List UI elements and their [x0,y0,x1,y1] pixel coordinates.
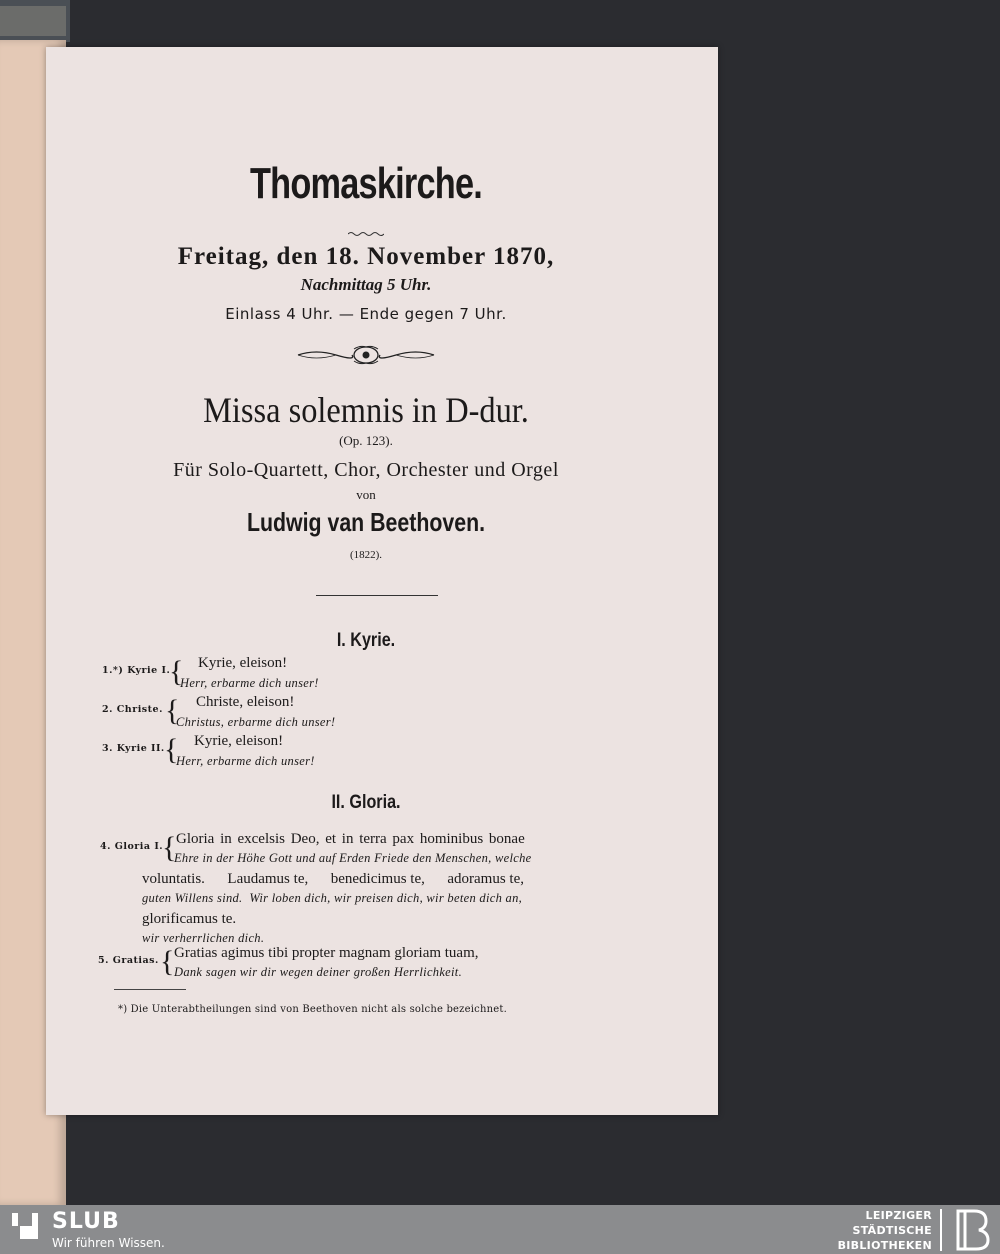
spine-strip [0,6,66,36]
banner-separator [940,1209,942,1251]
section-heading-gloria: II. Gloria. [331,792,401,813]
venue-title: Thomaskirche. [249,159,483,208]
section-heading-kyrie: I. Kyrie. [336,630,396,651]
admission-line: Einlass 4 Uhr. — Ende gegen 7 Uhr. [225,305,507,323]
slub-logo-icon [12,1213,38,1239]
composer-name: Ludwig van Beethoven. [246,507,486,537]
movement-number: 1.*) Kyrie I. [102,665,171,676]
composition-year: (1822). [349,549,383,561]
latin-text: Gloria in excelsis Deo, et in terra pax hominibus bonae [176,831,525,847]
library-logo-icon [952,1208,992,1252]
mass-title: Missa solemnis in D-dur. [203,390,529,430]
footnote-rule [114,989,186,990]
time-line: Nachmittag 5 Uhr. [300,275,432,294]
latin-text-continued: glorificamus te. [142,911,237,927]
document-page [46,47,718,1115]
footer-banner [0,1205,1000,1254]
library-name-line: LEIPZIGER [865,1209,932,1222]
german-text-continued: wir verherrlichen dich. [142,931,265,945]
brace-icon: { [165,694,180,727]
footnote: *) Die Unterabtheilungen sind von Beethoven nicht als solche bezeichnet. [118,1004,507,1015]
brace-icon: { [160,945,175,978]
german-text: Herr, erbarme dich unser! [176,754,315,768]
by-line: von [356,487,376,502]
movement-number: 3. Kyrie II. [102,743,165,754]
movement-number: 2. Christe. [102,704,163,715]
movement-number: 4. Gloria I. [100,841,164,852]
german-text: Dank sagen wir dir wegen deiner großen Herrlichkeit. [174,965,463,979]
german-text: Herr, erbarme dich unser! [180,676,319,690]
latin-text: Christe, eleison! [196,694,295,710]
brace-icon: { [164,733,179,766]
movement-number: 5. Gratias. [98,955,159,966]
library-name-line: BIBLIOTHEKEN [837,1239,932,1252]
book-spine [0,0,70,42]
slub-name: SLUB [52,1209,120,1234]
brace-icon: { [169,655,184,688]
library-name [732,1208,932,1253]
wavy-rule [46,224,686,242]
brace-icon: { [162,831,177,864]
date-line: Freitag, den 18. November 1870, [177,243,555,270]
latin-text: Gratias agimus tibi propter magnam gloriam tuam, [174,945,479,961]
opus-number: (Op. 123). [339,433,393,448]
latin-text: Kyrie, eleison! [194,733,284,749]
latin-text-continued: voluntatis. Laudamus te, benedicimus te, adoramus te, [142,871,525,887]
ornament-divider [46,343,686,372]
scoring-line: Für Solo-Quartett, Chor, Orchester und Orgel [173,459,559,481]
german-text: Christus, erbarme dich unser! [176,715,336,729]
german-text: Ehre in der Höhe Gott und auf Erden Friede den Menschen, welche [174,851,532,865]
slub-tagline: Wir führen Wissen. [52,1236,165,1250]
latin-text: Kyrie, eleison! [198,655,288,671]
library-name-line: STÄDTISCHE [852,1224,932,1237]
german-text-continued: guten Willens sind. Wir loben dich, wir preisen dich, wir beten dich an, [142,891,523,905]
section-divider [316,595,438,596]
